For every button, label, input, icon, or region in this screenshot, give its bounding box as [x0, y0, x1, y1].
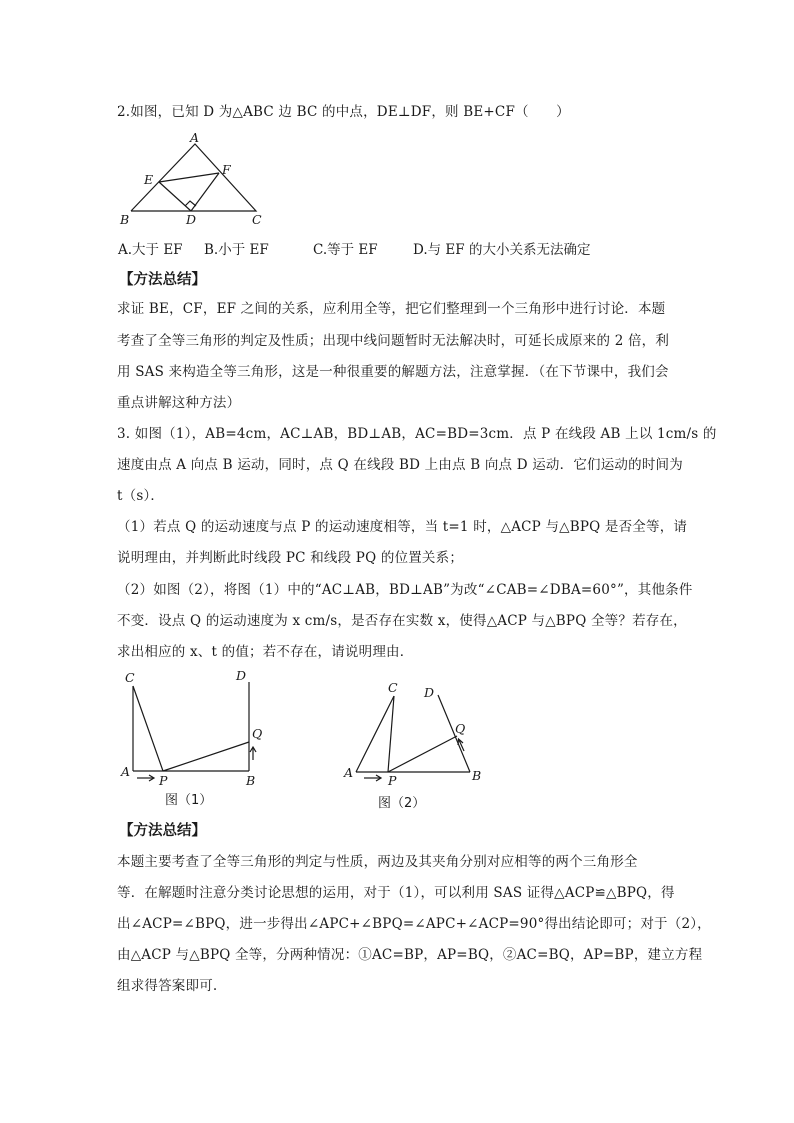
figure-2-caption: 图（2）	[378, 796, 426, 811]
method-2-line-5: 组求得答案即可.	[117, 978, 218, 994]
question-3-line-7: 不变．设点 Q 的运动速度为 x cm/s，是否存在实数 x，使得△ACP 与△BPQ 全等？若存在，	[117, 613, 687, 629]
label-q: Q	[252, 726, 263, 741]
segment-ef	[159, 173, 219, 182]
method-1-line-2: 考查了全等三角形的判定及性质；出现中线问题暂时无法解决时，可延长成原来的 2 倍，利	[117, 333, 670, 349]
question-3-line-6: （2）如图（2），将图（1）中的“AC⊥AB，BD⊥AB”为改“∠CAB=∠DBA=60°”，其他条件	[117, 582, 693, 598]
label-d: D	[186, 212, 197, 227]
label-q: Q	[455, 721, 466, 736]
label-c: C	[252, 212, 262, 227]
label-d: D	[236, 668, 247, 683]
label-d: D	[424, 685, 435, 700]
method-summary-heading-2: 【方法总结】	[119, 823, 206, 839]
label-a: A	[121, 764, 131, 779]
method-2-line-1: 本题主要考查了全等三角形的判定与性质，两边及其夹角分别对应相等的两个三角形全	[117, 854, 638, 870]
method-2-line-4: 由△ACP 与△BPQ 全等，分两种情况：①AC=BP，AP=BQ，②AC=BQ，AP=BP，建立方程	[117, 947, 703, 963]
segment-ed	[159, 182, 191, 211]
figure-1-caption: 图（1）	[165, 793, 213, 808]
right-angle-mark	[185, 201, 196, 206]
label-p: P	[388, 773, 397, 788]
question-2-stem: 2.如图，已知 D 为△ABC 边 BC 的中点，DE⊥DF，则 BE+CF（ ）	[117, 104, 570, 120]
question-3-line-1: 3. 如图（1），AB=4cm，AC⊥AB，BD⊥AB，AC=BD=3cm．点 P 在线段 AB 上以 1cm/s 的	[117, 426, 717, 442]
method-1-line-1: 求证 BE，CF，EF 之间的关系，应利用全等，把它们整理到一个三角形中进行讨论．本题	[117, 301, 666, 317]
method-summary-heading-1: 【方法总结】	[119, 272, 206, 288]
triangle-abc-figure	[115, 130, 275, 230]
label-e: E	[144, 172, 154, 187]
method-1-line-3: 用 SAS 来构造全等三角形，这是一种很重要的解题方法，注意掌握．（在下节课中，我们会	[117, 364, 669, 380]
option-a: A.大于 EF	[118, 242, 183, 258]
label-c: C	[388, 680, 398, 695]
question-3-line-4: （1）若点 Q 的运动速度与点 P 的运动速度相等，当 t=1 时，△ACP 与△BPQ 是否全等，请	[117, 519, 688, 535]
figure-1	[115, 668, 275, 788]
option-c: C.等于 EF	[313, 242, 378, 258]
option-b: B.小于 EF	[204, 242, 269, 258]
label-p: P	[159, 773, 168, 788]
segment-pq	[163, 742, 249, 771]
label-b: B	[120, 212, 130, 227]
label-b: B	[246, 773, 256, 788]
label-a: A	[190, 130, 200, 145]
option-d: D.与 EF 的大小关系无法确定	[413, 242, 591, 258]
figure-2	[340, 678, 500, 793]
method-1-line-4: 重点讲解这种方法）	[117, 395, 241, 411]
question-3-line-2: 速度由点 A 向点 B 运动，同时，点 Q 在线段 BD 上由点 B 向点 D 运动．它们运动的时间为	[117, 457, 683, 473]
label-b: B	[472, 768, 482, 783]
question-3-line-3: t（s）．	[117, 488, 165, 504]
method-2-line-2: 等．在解题时注意分类讨论思想的运用，对于（1），可以利用 SAS 证得△ACP≌△BPQ，得	[117, 885, 675, 901]
label-f: F	[222, 162, 231, 177]
label-a: A	[344, 765, 354, 780]
question-3-line-8: 求出相应的 x、t 的值；若不存在，请说明理由．	[117, 644, 414, 660]
question-3-line-5: 说明理由，并判断此时线段 PC 和线段 PQ 的位置关系；	[117, 550, 464, 566]
method-2-line-3: 出∠ACP=∠BPQ，进一步得出∠APC+∠BPQ=∠APC+∠ACP=90°得出结论即可；对于（2），	[117, 916, 711, 932]
segment-pq	[388, 736, 457, 772]
segment-cp	[133, 686, 163, 771]
label-c: C	[125, 670, 135, 685]
